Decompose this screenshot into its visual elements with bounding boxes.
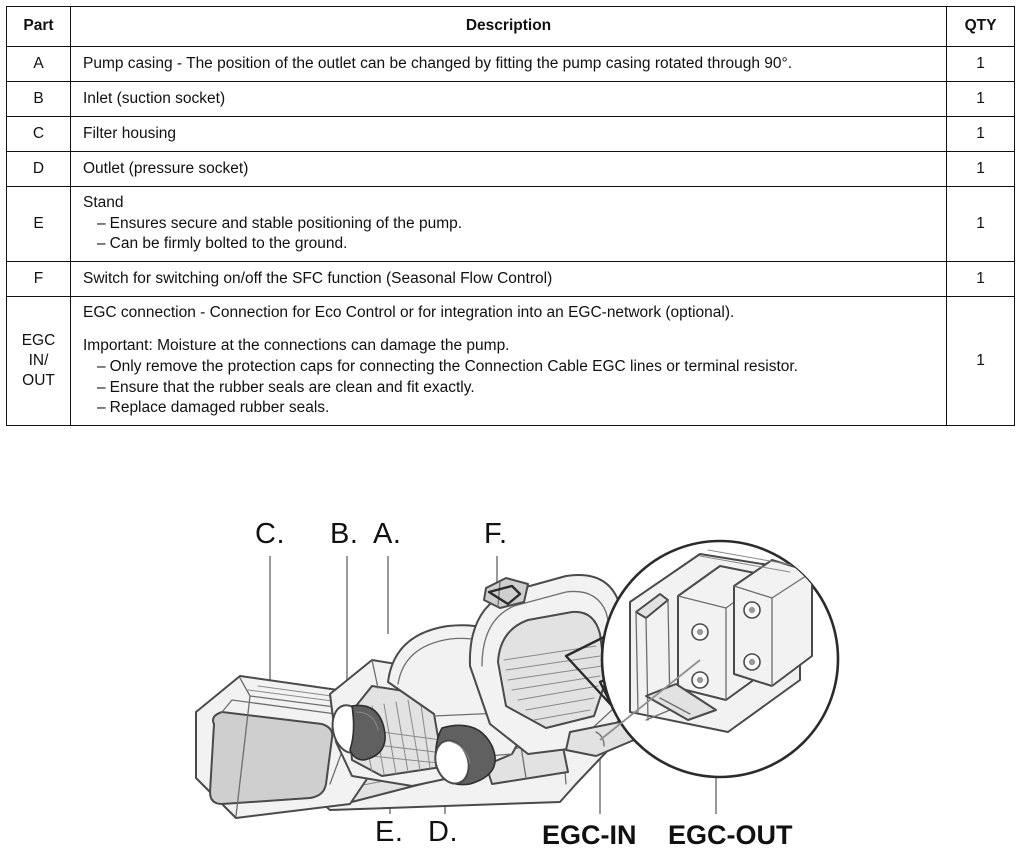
dash-glyph: – (97, 358, 106, 376)
row-description-egc (71, 296, 947, 425)
row-qty-a: 1 (947, 47, 1015, 82)
egc-bullet-2 (83, 378, 938, 399)
callout-label-e: E. (375, 816, 404, 848)
row-part-e: E (7, 187, 71, 262)
row-part-a: A (7, 47, 71, 82)
dash-glyph: – (97, 235, 106, 253)
row-description-a: Pump casing - The position of the outlet can be changed by fitting the pump casing rotated through 90°. (71, 47, 947, 82)
row-qty-b: 1 (947, 82, 1015, 117)
column-header-qty: QTY (947, 7, 1015, 47)
stand-bullet-2 (83, 234, 938, 255)
table-row (7, 187, 1015, 262)
egc-bullet-2-text: Ensure that the rubber seals are clean and fit exactly. (109, 378, 475, 396)
detail-label-egc-out: EGC-OUT (668, 820, 793, 850)
egc-bullet-1 (83, 357, 938, 378)
stand-bullet-1-text: Ensures secure and stable positioning of the pump. (109, 214, 463, 232)
row-qty-f: 1 (947, 261, 1015, 296)
egc-bullet-3-text: Replace damaged rubber seals. (109, 399, 330, 417)
parts-table (6, 6, 1015, 426)
detail-circle-group (600, 541, 838, 777)
row-qty-egc: 1 (947, 296, 1015, 425)
row-description-d: Outlet (pressure socket) (71, 152, 947, 187)
parts-table-container (6, 6, 1014, 426)
row-part-f: F (7, 261, 71, 296)
column-header-description: Description (71, 7, 947, 47)
stand-bullet-2-text: Can be firmly bolted to the ground. (109, 235, 348, 253)
egc-bullet-3 (83, 398, 938, 419)
egc-part-line-3: OUT (22, 371, 55, 389)
column-header-part: Part (7, 7, 71, 47)
table-row (7, 82, 1015, 117)
row-qty-c: 1 (947, 117, 1015, 152)
callout-label-c: C. (255, 518, 285, 550)
dash-glyph: – (97, 399, 106, 417)
egc-intro: EGC connection - Connection for Eco Control or for integration into an EGC-network (optional). (83, 303, 735, 321)
egc-part-line-1: EGC (21, 332, 56, 350)
pump-illustration (0, 484, 1020, 858)
dash-glyph: – (97, 378, 106, 396)
egc-important: Important: Moisture at the connections can damage the pump. (83, 337, 510, 355)
callout-label-d: D. (428, 816, 458, 848)
row-description-f: Switch for switching on/off the SFC function (Seasonal Flow Control) (71, 261, 947, 296)
egc-bullet-1-text: Only remove the protection caps for connecting the Connection Cable EGC lines or terminal resistor. (109, 358, 798, 376)
table-row (7, 296, 1015, 425)
callout-label-b: B. (330, 518, 359, 550)
row-description-c: Filter housing (71, 117, 947, 152)
row-part-c: C (7, 117, 71, 152)
dash-glyph: – (97, 214, 106, 232)
pump-diagram (0, 484, 1020, 858)
callout-label-f: F. (484, 518, 508, 550)
pump-body-group (196, 575, 634, 818)
detail-label-egc-in: EGC-IN (542, 820, 637, 850)
table-row (7, 152, 1015, 187)
table-row (7, 117, 1015, 152)
table-row (7, 47, 1015, 82)
table-row (7, 261, 1015, 296)
table-header-row (7, 7, 1015, 47)
row-part-egc (7, 296, 71, 425)
row-description-e (71, 187, 947, 262)
row-qty-e: 1 (947, 187, 1015, 262)
row-description-b: Inlet (suction socket) (71, 82, 947, 117)
row-qty-d: 1 (947, 152, 1015, 187)
row-part-d: D (7, 152, 71, 187)
egc-part-line-2: IN/ (28, 351, 49, 369)
stand-bullet-1 (83, 214, 938, 235)
row-part-b: B (7, 82, 71, 117)
callout-label-a: A. (373, 518, 402, 550)
stand-title: Stand (83, 194, 124, 211)
